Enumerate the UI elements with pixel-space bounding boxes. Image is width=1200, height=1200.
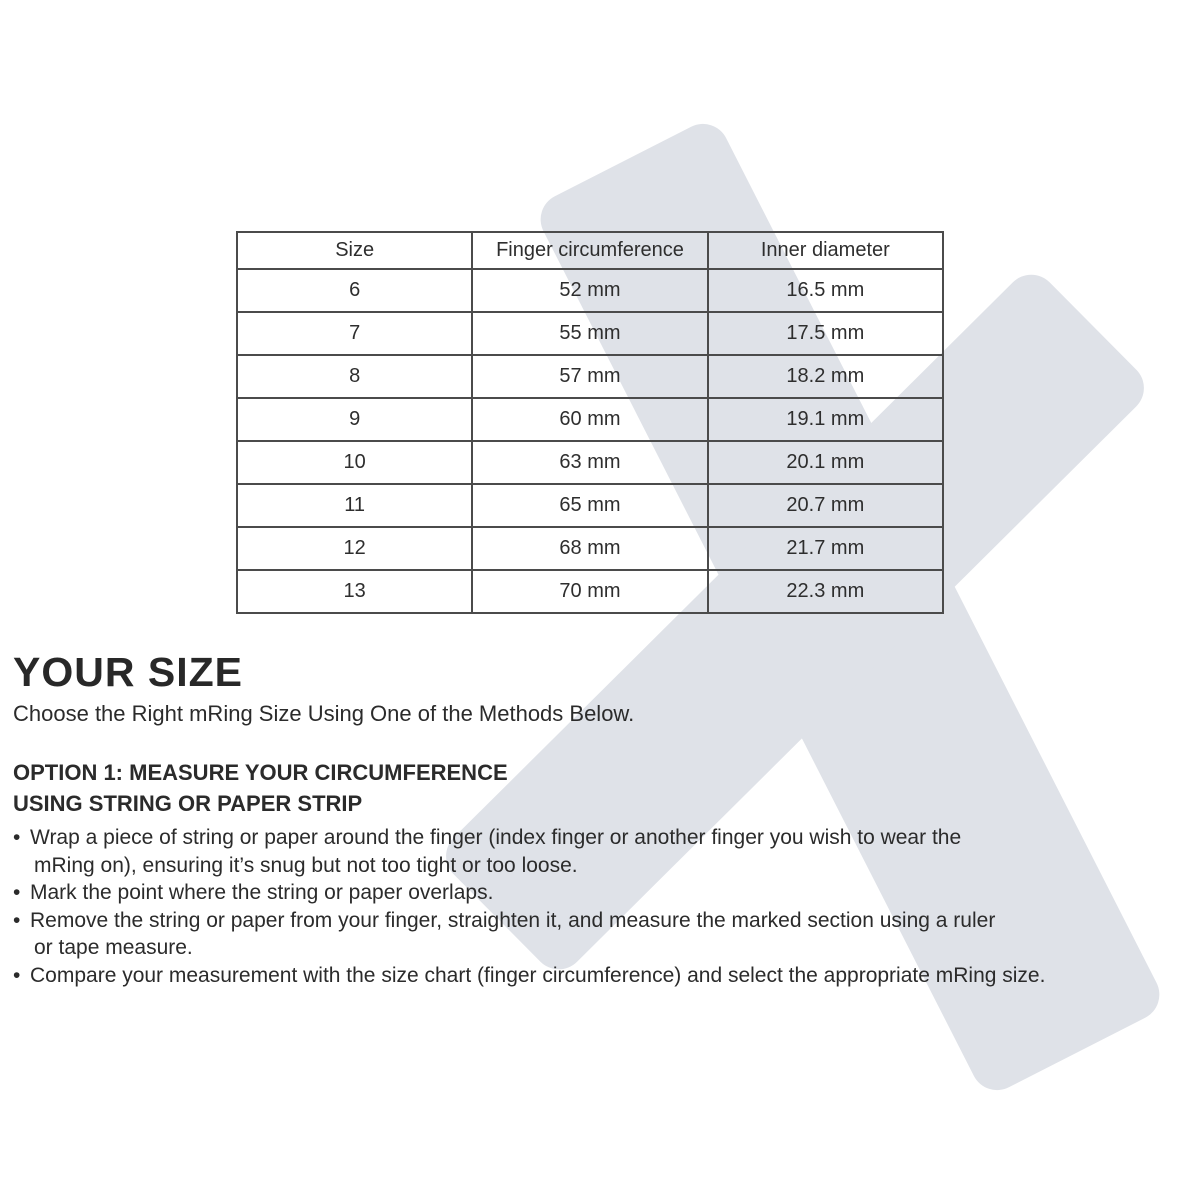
cell-size: 6: [237, 269, 472, 312]
cell-finger-circumference: 57 mm: [472, 355, 707, 398]
instruction-item: [13, 962, 1045, 990]
cell-finger-circumference: 55 mm: [472, 312, 707, 355]
cell-size: 12: [237, 527, 472, 570]
table-row: [237, 570, 943, 613]
option1-heading: [13, 757, 508, 819]
cell-inner-diameter: 20.7 mm: [708, 484, 943, 527]
cell-size: 9: [237, 398, 472, 441]
option1-heading-line1: OPTION 1: MEASURE YOUR CIRCUMFERENCE: [13, 760, 508, 785]
instruction-line-continuation: mRing on), ensuring it’s snug but not too tight or too loose.: [34, 853, 578, 877]
table-row: [237, 527, 943, 570]
table-header-row: [237, 232, 943, 269]
col-header-inner-diameter: Inner diameter: [708, 232, 943, 269]
cell-inner-diameter: 18.2 mm: [708, 355, 943, 398]
cell-finger-circumference: 65 mm: [472, 484, 707, 527]
instruction-item: [13, 907, 1045, 962]
instruction-line-continuation: or tape measure.: [34, 936, 193, 959]
col-header-finger-circumference: Finger circumference: [472, 232, 707, 269]
col-header-size: Size: [237, 232, 472, 269]
cell-inner-diameter: 20.1 mm: [708, 441, 943, 484]
subtitle: Choose the Right mRing Size Using One of the Methods Below.: [13, 701, 635, 726]
instruction-line: • Mark the point where the string or paper overlaps.: [13, 879, 1045, 907]
cell-inner-diameter: 16.5 mm: [708, 269, 943, 312]
bullet-dot: •: [13, 826, 21, 849]
cell-size: 11: [237, 484, 472, 527]
cell-finger-circumference: 70 mm: [472, 570, 707, 613]
instruction-line: • Wrap a piece of string or paper around the finger (index finger or another finger you wish to wear the: [13, 824, 1045, 852]
cell-size: 7: [237, 312, 472, 355]
instruction-item: [13, 879, 1045, 907]
cell-inner-diameter: 21.7 mm: [708, 527, 943, 570]
table-row: [237, 484, 943, 527]
cell-size: 10: [237, 441, 472, 484]
table-body: [237, 269, 943, 613]
bullet-dot: •: [13, 908, 21, 932]
cell-finger-circumference: 68 mm: [472, 527, 707, 570]
table-row: [237, 441, 943, 484]
table-row: [237, 312, 943, 355]
instruction-line: • Remove the string or paper from your finger, straighten it, and measure the marked section using a ruler: [13, 907, 1045, 935]
option1-heading-line2: USING STRING OR PAPER STRIP: [13, 791, 363, 816]
table-row: [237, 398, 943, 441]
cell-inner-diameter: 17.5 mm: [708, 312, 943, 355]
instruction-list: [13, 824, 1045, 989]
instruction-line: • Compare your measurement with the size chart (finger circumference) and select the appropriate mRing size.: [13, 962, 1045, 990]
bullet-dot: •: [13, 963, 21, 987]
table-row: [237, 355, 943, 398]
bullet-dot: •: [13, 881, 21, 904]
cell-size: 13: [237, 570, 472, 613]
cell-finger-circumference: 60 mm: [472, 398, 707, 441]
ring-size-chart-table: [236, 231, 944, 614]
cell-size: 8: [237, 355, 472, 398]
page-title: YOUR SIZE: [13, 649, 243, 695]
cell-inner-diameter: 22.3 mm: [708, 570, 943, 613]
cell-finger-circumference: 52 mm: [472, 269, 707, 312]
cell-inner-diameter: 19.1 mm: [708, 398, 943, 441]
cell-finger-circumference: 63 mm: [472, 441, 707, 484]
table-row: [237, 269, 943, 312]
instruction-item: [13, 824, 1045, 879]
